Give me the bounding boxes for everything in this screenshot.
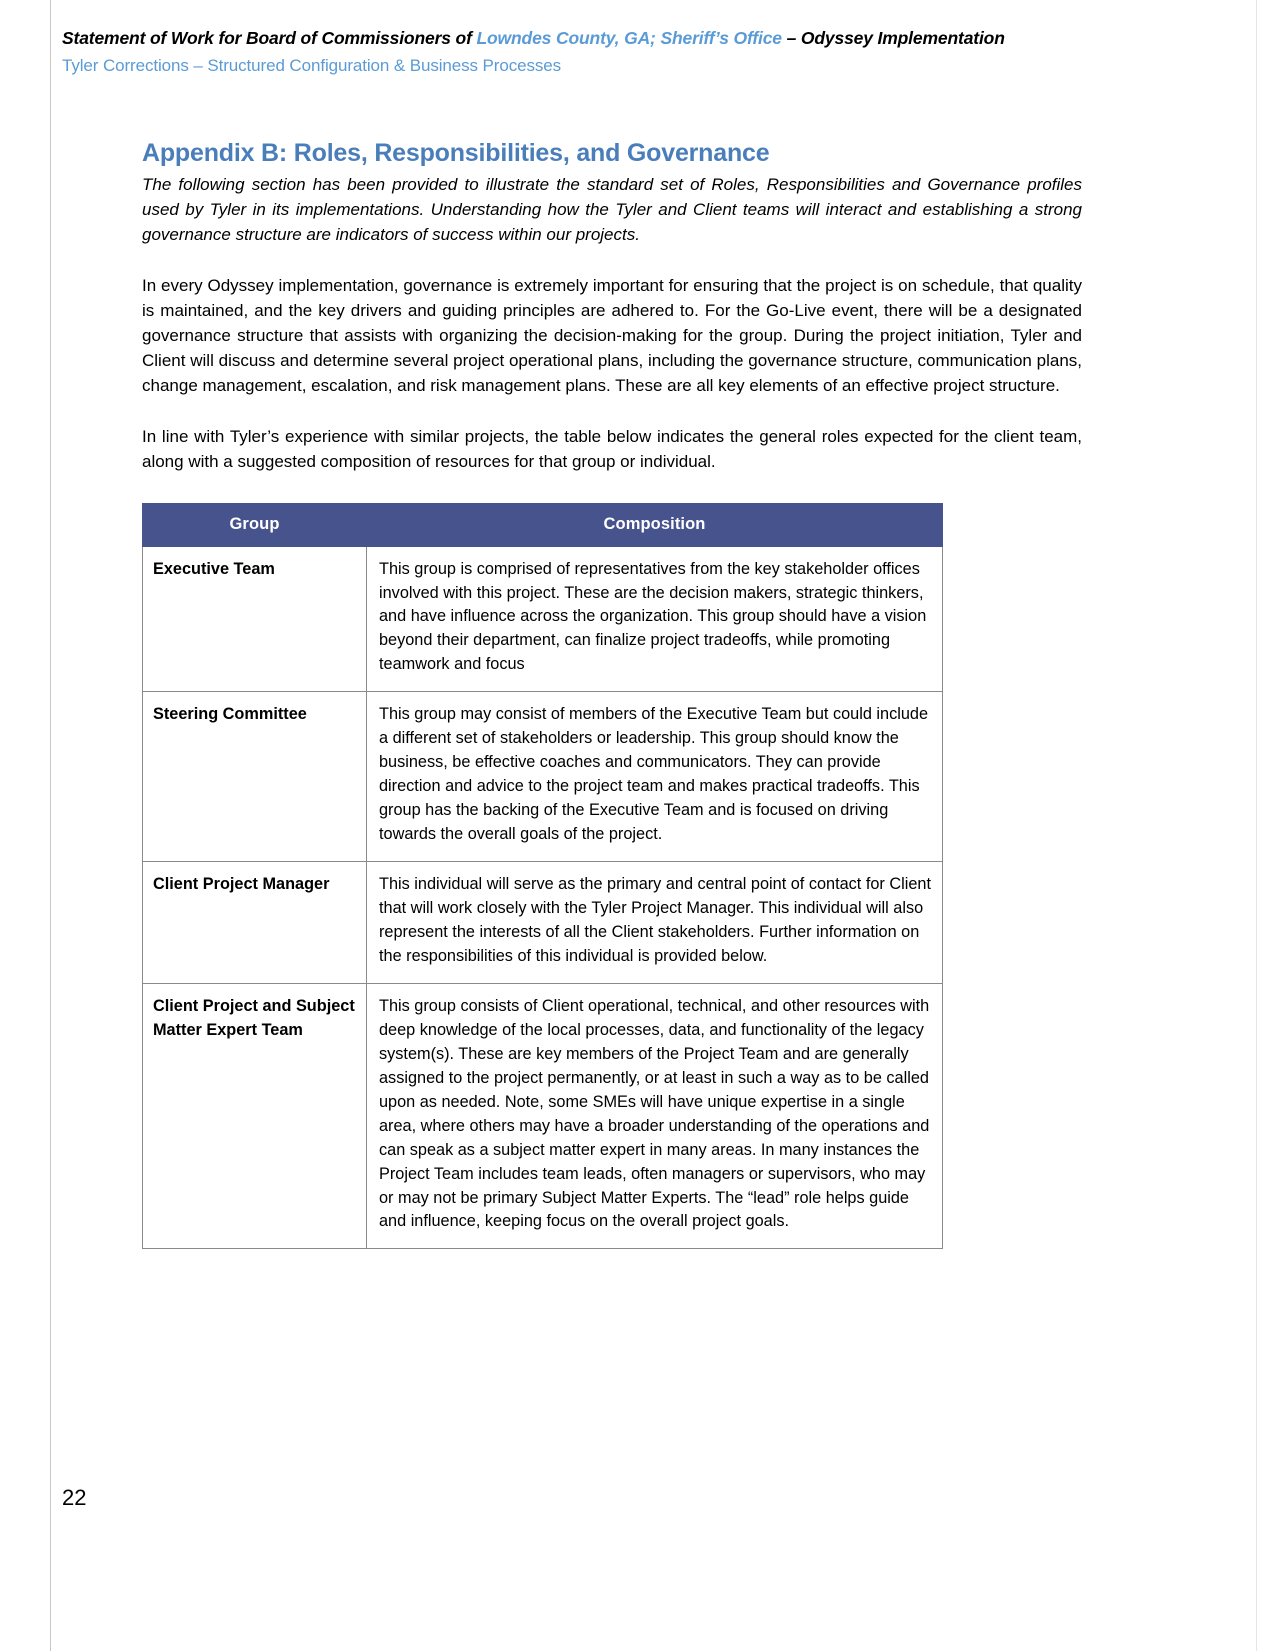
cell-group: Executive Team — [143, 546, 367, 692]
body-paragraph-2: In line with Tyler’s experience with similar projects, the table below indicates the general roles expected for the client team, along with a suggested composition of resources for that group or individual. — [142, 426, 1082, 471]
table-row — [143, 546, 943, 692]
table-row — [143, 692, 943, 862]
table-header-row — [143, 503, 943, 546]
page-left-rule — [50, 0, 51, 1651]
roles-table-container — [142, 503, 942, 1250]
cell-composition: This group may consist of members of the Executive Team but could include a different set of stakeholders or leadership. This group should know the business, be effective coaches and communicators. They can provide direction and advice to the project team and makes practical tradeoffs. This group has the backing of the Executive Team and is focused on driving towards the overall goals of the project. — [367, 692, 943, 862]
column-header-composition: Composition — [367, 503, 943, 546]
header-title-line — [62, 28, 1202, 49]
cell-group: Client Project and Subject Matter Expert Team — [143, 983, 367, 1249]
page-title: Appendix B: Roles, Responsibilities, and Governance — [142, 139, 770, 167]
page-content — [142, 138, 1082, 1249]
cell-composition: This individual will serve as the primary and central point of contact for Client that will work closely with the Tyler Project Manager. This individual will also represent the interests of all the Client stakeholders. Further information on the responsibilities of this individual is provided below. — [367, 862, 943, 984]
table-header — [143, 503, 943, 546]
table-body — [143, 546, 943, 1249]
header-subtitle-line: Tyler Corrections – Structured Configuration & Business Processes — [62, 56, 562, 75]
header-title-highlight: Lowndes County, GA; Sheriff’s Office — [476, 28, 782, 48]
roles-responsibilities-table — [142, 503, 943, 1250]
page-number: 22 — [62, 1485, 87, 1510]
lead-paragraph: The following section has been provided to illustrate the standard set of Roles, Responsibilities and Governance profiles used by Tyler in its implementations. Understanding how the Tyler and Client teams will interact and establishing a strong governance structure are indicators of success within our projects. — [142, 175, 1082, 244]
cell-composition: This group is comprised of representatives from the key stakeholder offices involved with this project. These are the decision makers, strategic thinkers, and have influence across the organization. This group should have a vision beyond their department, can finalize project tradeoffs, while promoting teamwork and focus — [367, 546, 943, 692]
body-paragraph-1: In every Odyssey implementation, governance is extremely important for ensuring that the project is on schedule, that quality is maintained, and the key drivers and guiding principles are adhered to. For the Go-Live event, there will be a designated governance structure that assists with organizing the decision-making for the group. During the project initiation, Tyler and Client will discuss and determine several project operational plans, including the governance structure, communication plans, change management, escalation, and risk management plans. These are all key elements of an effective project structure. — [142, 275, 1082, 395]
column-header-group: Group — [143, 503, 367, 546]
header-title-suffix: – Odyssey Implementation — [781, 28, 1005, 48]
header-title-prefix: Statement of Work for Board of Commissioners of — [62, 28, 477, 48]
page-right-rule — [1256, 0, 1257, 1651]
table-row — [143, 983, 943, 1249]
cell-group: Client Project Manager — [143, 862, 367, 984]
document-running-header — [62, 28, 1202, 76]
cell-composition: This group consists of Client operational, technical, and other resources with deep knowledge of the local processes, data, and functionality of the legacy system(s). These are key members of the Project Team and are generally assigned to the project permanently, or at least in such a way as to be called upon as needed. Note, some SMEs will have unique expertise in a single area, where others may have a broader understanding of the operations and can speak as a subject matter expert in many areas. In many instances the Project Team includes team leads, often managers or supervisors, who may or may not be primary Subject Matter Experts. The “lead” role helps guide and influence, keeping focus on the overall project goals. — [367, 983, 943, 1249]
page-footer — [0, 1448, 1275, 1568]
cell-group: Steering Committee — [143, 692, 367, 862]
table-row — [143, 862, 943, 984]
